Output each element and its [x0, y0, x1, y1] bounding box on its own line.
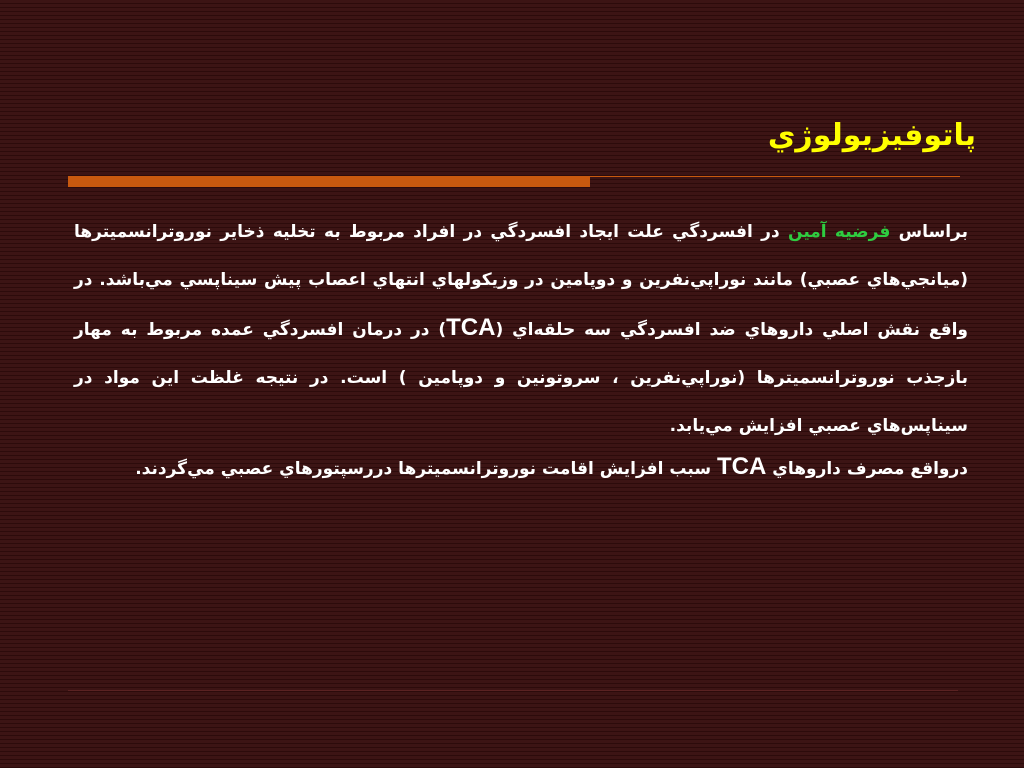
slide-body — [74, 208, 968, 486]
paragraph2-text-start: درواقع مصرف داروهاي — [766, 459, 968, 479]
amine-hypothesis-term: فرضيه آمين — [788, 222, 891, 242]
slide-title: پاتوفيزيولوژي — [767, 118, 976, 153]
paragraph1-text-middle: در افسردگي علت ايجاد افسردگي در افراد مربوط به تخليه ذخاير نوروترانسميترها (ميانجي‌هاي عصبي) مانند نوراپي‌نفرين و دوپامين در وزيكولهاي انتهاي اعصاب پيش سيناپسي مي‌باشد. در واقع نقش اصلي داروهاي ضد افسردگي سه حلقه‌اي ( — [74, 222, 968, 340]
title-underline-bar — [68, 176, 590, 187]
title-underline-line — [590, 176, 960, 177]
tca-abbreviation: TCA — [446, 314, 496, 341]
paragraph1-text-start: براساس — [890, 222, 969, 242]
footer-divider — [68, 690, 958, 691]
paragraph-tca-effect — [74, 450, 968, 486]
paragraph-amine-hypothesis — [74, 208, 968, 450]
paragraph2-text-end: سبب افزايش اقامت نوروترانسميترها دررسپتورهاي عصبي مي‌گردند. — [135, 459, 717, 479]
paragraph1-text-end: ) در درمان افسردگي عمده مربوط به مهار بازجذب نوروترانسميترها (نوراپي‌نفرين ، سروتونين و دوپامين ) است. در نتيجه غلظت اين مواد در سيناپس‌هاي عصبي افزايش مي‌يابد. — [74, 320, 968, 436]
tca-abbreviation-2: TCA — [717, 453, 767, 480]
